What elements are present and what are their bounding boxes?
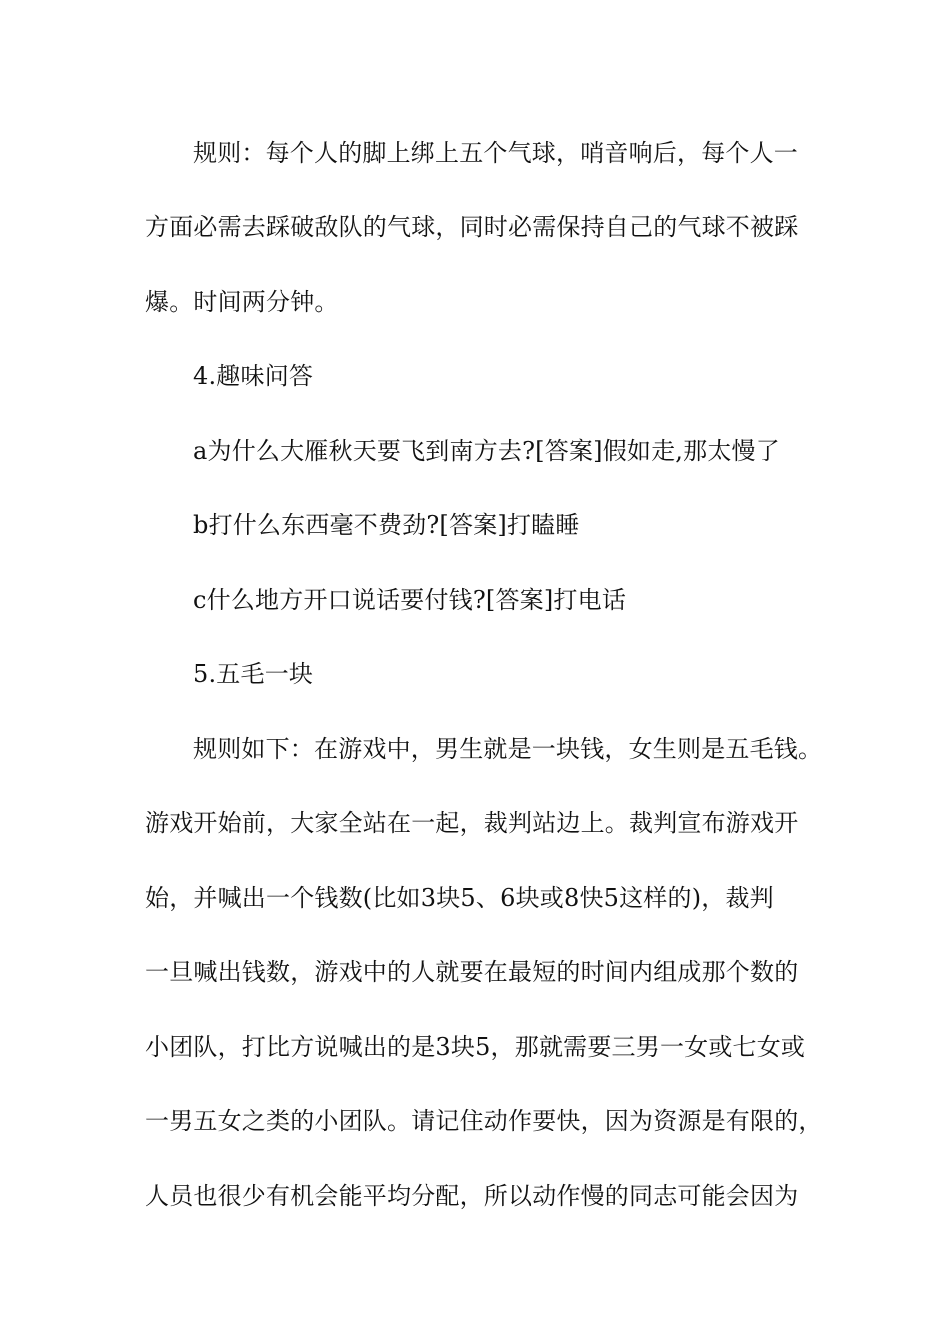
section-heading: 4.趣味问答 [193, 362, 314, 390]
paragraph-line: 一旦喊出钱数，游戏中的人就要在最短的时间内组成那个数的 [145, 958, 799, 986]
paragraph-line: 爆。时间两分钟。 [145, 288, 339, 316]
paragraph-line: 人员也很少有机会能平均分配，所以动作慢的同志可能会因为 [145, 1182, 799, 1210]
section-heading: 5.五毛一块 [193, 660, 314, 688]
paragraph-line: 游戏开始前，大家全站在一起，裁判站边上。裁判宣布游戏开 [145, 809, 799, 837]
paragraph-line: 规则如下：在游戏中，男生就是一块钱，女生则是五毛钱。 [193, 735, 823, 763]
paragraph-line: 小团队，打比方说喊出的是3块5，那就需要三男一女或七女或 [145, 1033, 806, 1061]
paragraph-line: 规则：每个人的脚上绑上五个气球，哨音响后，每个人一 [193, 139, 798, 167]
paragraph-line: 方面必需去踩破敌队的气球，同时必需保持自己的气球不被踩 [145, 213, 799, 241]
paragraph-line: 始，并喊出一个钱数(比如3块5、6块或8快5这样的)，裁判 [145, 884, 774, 912]
question-line: c什么地方开口说话要付钱?[答案]打电话 [193, 586, 627, 614]
question-line: a为什么大雁秋天要飞到南方去?[答案]假如走,那太慢了 [193, 437, 780, 465]
paragraph-line: 一男五女之类的小团队。请记住动作要快，因为资源是有限的， [145, 1107, 823, 1135]
question-line: b打什么东西毫不费劲?[答案]打瞌睡 [193, 511, 580, 539]
